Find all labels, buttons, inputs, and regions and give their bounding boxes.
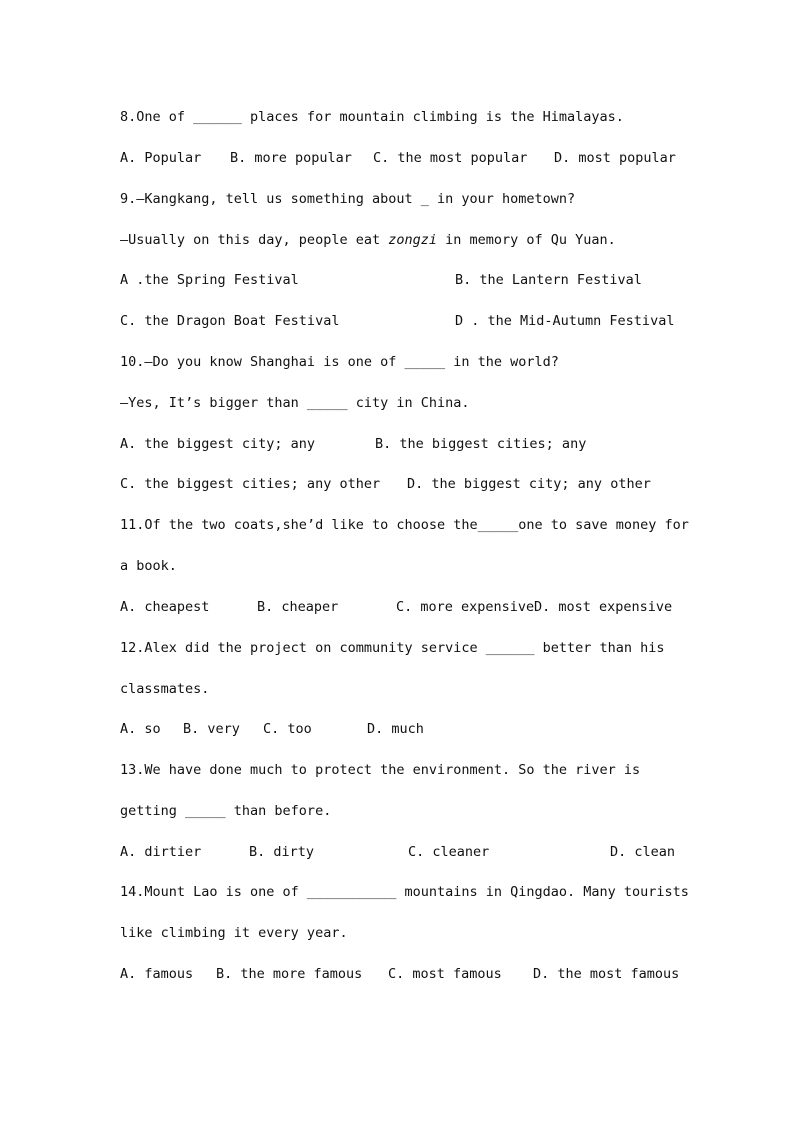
question-9-answer-line: [120, 228, 616, 252]
option-c: C. the most popular: [373, 150, 528, 166]
option-a: A. cheapest: [120, 599, 210, 615]
question-9-options-row-2: [120, 309, 675, 333]
question-12-stem: 12.Alex did the project on community service ______ better than his: [120, 640, 665, 656]
option-b: B. cheaper: [257, 599, 339, 615]
question-10-stem: 10.—Do you know Shanghai is one of _____ in the world?: [120, 354, 559, 370]
answer-text-before: —Usually on this day, people eat: [120, 232, 389, 248]
option-a: A. so: [120, 721, 161, 737]
question-12-stem-line-2: classmates.: [120, 681, 210, 697]
option-d: D . the Mid-Autumn Festival: [455, 313, 675, 329]
question-14-options: [120, 962, 680, 986]
question-8-options: [120, 146, 675, 170]
question-11-stem-line-2: a book.: [120, 558, 177, 574]
option-b: B. the biggest cities; any: [375, 436, 587, 452]
question-11-options: [120, 595, 675, 619]
option-b: B. the more famous: [216, 966, 363, 982]
option-b: B. very: [183, 721, 240, 737]
option-b: B. dirty: [249, 844, 315, 860]
question-11-stem: 11.Of the two coats,she’d like to choose the_____one to save money for: [120, 517, 689, 533]
option-d: D. clean: [610, 844, 676, 860]
answer-text-after: in memory of Qu Yuan.: [437, 232, 616, 248]
option-b: B. the Lantern Festival: [455, 272, 642, 288]
option-d: D. most expensive: [534, 599, 673, 615]
question-13-stem-line-2: getting _____ than before.: [120, 803, 332, 819]
question-13-stem: 13.We have done much to protect the environment. So the river is: [120, 762, 641, 778]
question-12-options: [120, 717, 675, 741]
option-a: A. famous: [120, 966, 194, 982]
question-14-stem: 14.Mount Lao is one of ___________ mountains in Qingdao. Many tourists: [120, 884, 689, 900]
question-10-options-row-1: [120, 432, 675, 456]
option-a: A .the Spring Festival: [120, 272, 299, 288]
option-a: A. Popular: [120, 150, 202, 166]
option-c: C. more expensive: [396, 599, 535, 615]
option-a: A. the biggest city; any: [120, 436, 316, 452]
option-c: C. most famous: [388, 966, 502, 982]
question-9-options-row-1: [120, 268, 675, 292]
answer-text-italic: zongzi: [388, 232, 437, 248]
question-14-stem-line-2: like climbing it every year.: [120, 925, 348, 941]
question-8-stem: 8.One of ______ places for mountain climbing is the Himalayas.: [120, 109, 624, 125]
question-13-options: [120, 840, 675, 864]
option-c: C. cleaner: [408, 844, 490, 860]
question-10-stem-line-2: —Yes, It’s bigger than _____ city in China.: [120, 395, 470, 411]
option-d: D. much: [367, 721, 424, 737]
option-c: C. the Dragon Boat Festival: [120, 313, 340, 329]
option-c: C. too: [263, 721, 312, 737]
question-10-options-row-2: [120, 472, 675, 496]
option-c: C. the biggest cities; any other: [120, 476, 381, 492]
question-9-stem: 9.—Kangkang, tell us something about _ in your hometown?: [120, 191, 576, 207]
option-d: D. the biggest city; any other: [407, 476, 651, 492]
option-d: D. the most famous: [533, 966, 680, 982]
option-d: D. most popular: [554, 150, 676, 166]
option-b: B. more popular: [230, 150, 352, 166]
option-a: A. dirtier: [120, 844, 202, 860]
